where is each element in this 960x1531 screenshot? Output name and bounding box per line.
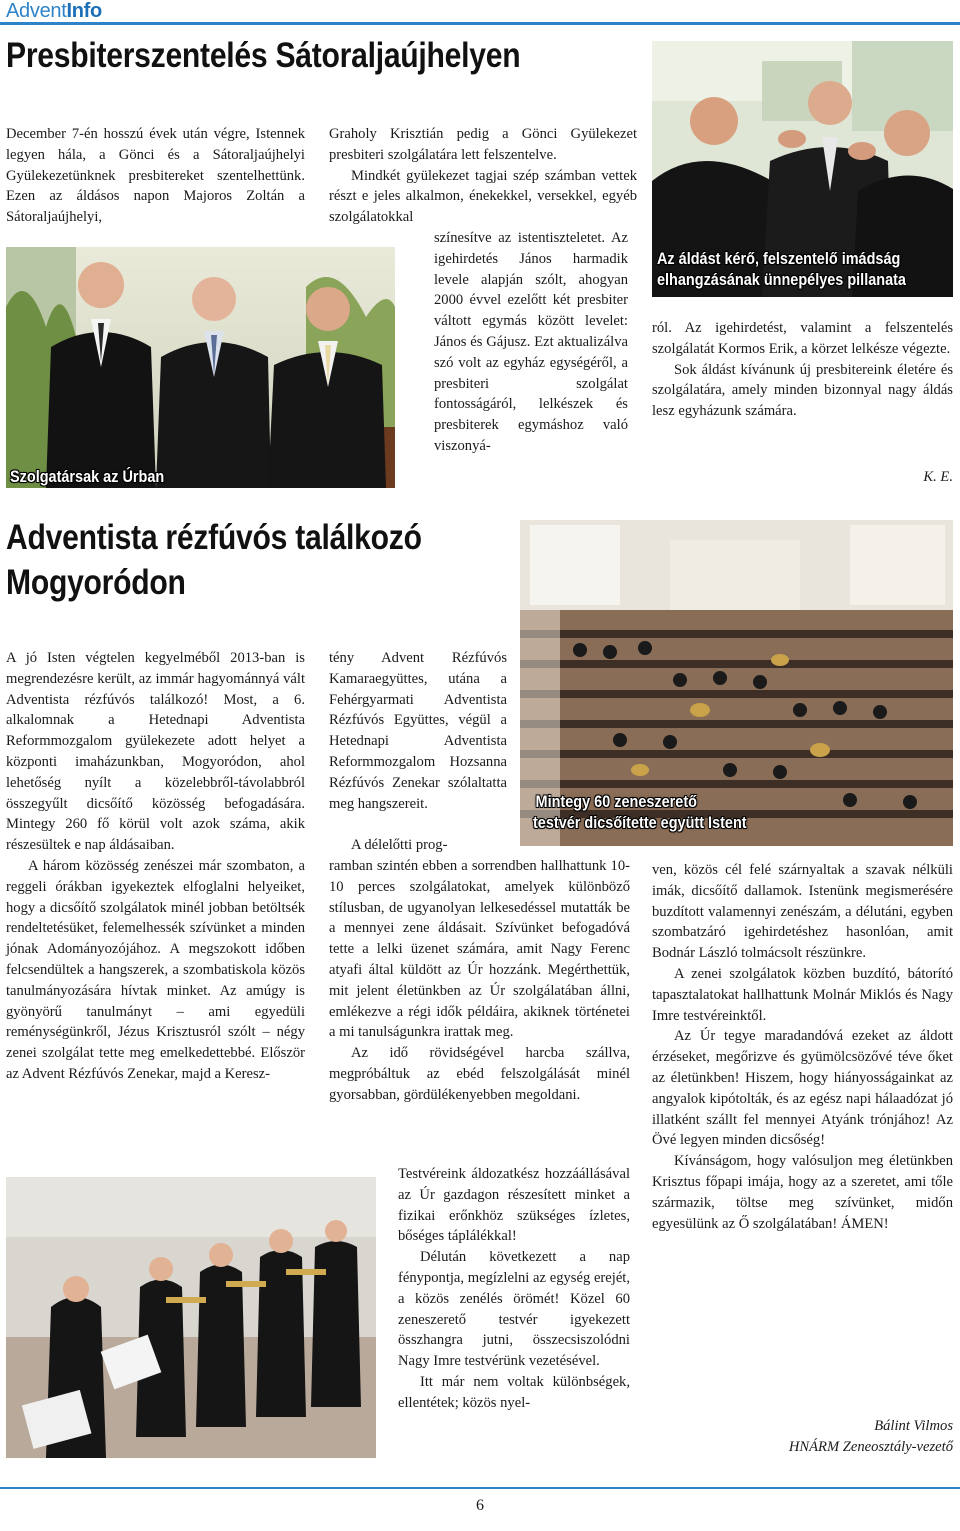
article2-col3-para3: Az Úr tegye maradandóvá ezeket az áldott érzéseket, megőrizve és gyümölcsözővé téve őket az életünkben! Hiszem, hogy hiányosságainkat az angyalok kipótolták, és az egész napi hálaadózat jó illatként szállt fel mennyei Atyánk trónjához! Az Övé legyen minden dicsőség! — [652, 1028, 953, 1149]
article2-col1-para1: A jó Isten végtelen kegyelméből 2013-ban is megrendezésre került, az immár hagyománnyá vált Adventista rézfúvós találkozó! Most, a 6. alkalomnak a Hetednapi Adventista Reformmozgalom gyülekezete adott helyet a központi imaházunkban, Mogyoródon, ahol lehetőség nyílt a közelebbről-távolabbról összegyűlt dicsőítő közösség befogadására. Mintegy 260 fő körül volt azok száma, akik részesültek e nap áldásaiban. — [6, 650, 305, 854]
article2-col2-lower — [398, 1164, 630, 1414]
signature-role: HNÁRM Zeneosztály-vezető — [788, 1438, 953, 1455]
article1-col1-text: December 7-én hosszú évek után végre, Istennek legyen hála, a Gönci és a Sátoraljaújhelyi Gyülekezetünknek presbitereket szentelhettünk. Ezen az áldásos napon Majoros Zoltán a Sátoraljaújhelyi, — [6, 126, 305, 226]
article2-col1-text — [6, 648, 305, 1085]
article1-col2-para2: Mindkét gyülekezet tagjai szép számban vettek részt e jeles alkalmon, énekekkel, versekkel, egyéb szolgálatokkal — [329, 167, 637, 226]
footer-rule — [0, 1487, 960, 1489]
photo2-caption — [657, 248, 906, 290]
article2-col3-para4: Kívánságom, hogy valósuljon meg életünkben Krisztus főpapi imája, hogy az a szeretet, ami tőle származik, töltse meg szívünket, midőn egyesülünk az Ő szolgálatában! ÁMEN! — [652, 1153, 953, 1232]
article2-col2-para2-start: A délelőtti prog- — [351, 837, 448, 853]
article2-col2-para3-cont: Testvéreink áldozatkész hozzáállásával az Úr gazdagon részesített minket a fizikai erőnkhöz szükséges ízletes, bőséges táplálékkal! — [398, 1166, 630, 1245]
article2-col2-para5: Itt már nem voltak különbségek, ellentétek; közös nyel- — [398, 1373, 630, 1411]
article2-col2-para2: ramban szintén ebben a sorrendben hallhattunk 10-10 perces szolgálatokat, amelyek különböző stílusban, de ugyanolyan lelkesedéssel mutatták be a mennyei zene áldásait. Szívünket befogadóvá tette a lelki üzenet számára, amit Nagy Ferenc atyafi által küldött az Úr hozzánk. Megérthettük, mit jelent életünkben az Úr szolgálatában állni, emlékezve a régi idők példáira, akiknek történetei a mi tanulságunkra irattak meg. — [329, 858, 630, 1041]
article2-col1-para2: A három közösség zenészei már szombaton, a reggeli órákban igyekeztek elfoglalni helyeiket, hogy a dicsőítő szolgálatok minél jobban betöltsék rendeltetésüket, felemelhessék szívünket a minden jónak Adományozójához. A megszokott időben felcsendültek a hangszerek, a szombatiskola közös tanulmányozására hívtak minket. Az amúgy is gyönyörű tanulmányt – ami egyedüli reménységünkről, Jézus Krisztusról szólt – négy zenei szolgálat tette meg emelkedettebbé. Először az Advent Rézfúvós Zenekar, majd a Keresz- — [6, 857, 305, 1082]
article2-col3-para2: A zenei szolgálatok közben buzdító, bátorító tapasztalatokat hallhattunk Molnár Miklós és Nagy Imre testvéreinktől. — [652, 965, 953, 1024]
signature-name: Bálint Vilmos — [874, 1418, 953, 1434]
magazine-brand: AdventInfo — [6, 0, 102, 22]
article1-col2-top — [329, 124, 637, 228]
article2-col3-text — [652, 860, 953, 1234]
article1-col3-para1: ról. Az igehirdetést, valamint a felszentelés szolgálatát Kormos Erik, a körzet lelkésze végezte. — [652, 320, 953, 357]
article2-signature — [652, 1416, 953, 1458]
article1-col2-para1: Graholy Krisztián pedig a Gönci Gyülekezet presbiteri szolgálatára lett felszentelve. — [329, 126, 637, 163]
photo-musicians-playing — [6, 1177, 376, 1458]
article2-title-line2: Mogyoródon — [6, 563, 186, 602]
article1-title: Presbiterszentelés Sátoraljaújhelyen — [6, 36, 521, 75]
article2-col2-wide — [329, 856, 630, 1106]
page-number: 6 — [476, 1497, 484, 1514]
article2-col3-para1: ven, közös cél felé szárnyaltak a szavak nélküli imák, dicsőítő dallamok. Istenünk megismerésére buzdított valamennyi zenészám, a délutáni, egyben szombatzáró igehirdetéshez hasonlóan, amit Bodnár László tolmácsolt részünkre. — [652, 862, 953, 962]
photo3-caption — [533, 791, 747, 833]
article1-col3-text — [652, 318, 953, 422]
article1-col2-narrow: színesítve az istentiszteletet. Az igehirdetés János harmadik levele alapján szólt, ahogyan 2000 évvel ezelőtt két presbiter váltott egymás között levelet: János és Gájusz. Ezt aktualizálva szó volt az egyház egységéről, a presbiteri szolgálat fontosságáról, lelkészek és presbiterek egymáshoz való viszonyá- — [434, 230, 628, 454]
photo3-caption-line2: testvér dicsőítette együtt Istent — [533, 813, 747, 832]
photo-three-presbyters — [6, 247, 395, 488]
photo2-caption-line1: Az áldást kérő, felszentelő imádság — [657, 249, 901, 268]
photo3-caption-line1: Mintegy 60 zeneszerető — [535, 792, 697, 811]
photo2-caption-line2: elhangzásának ünnepélyes pillanata — [657, 270, 906, 289]
article1-col3-para2: Sok áldást kívánunk új presbitereink életére és szolgálatára, amely minden bizonnyal nagy áldás lesz egyházunk számára. — [652, 361, 953, 420]
article2-col2-narrow: tény Advent Rézfúvós Kamaraegyüttes, utána a Fehérgyarmati Adventista Rézfúvós Együttes, végül a Hetednapi Adventista Reformmozgalom Hozsanna Rézfúvós Zenekar szólaltatta meg hangszereit. — [329, 650, 507, 812]
article2-title-line1: Adventista rézfúvós találkozó — [6, 518, 422, 557]
article2-col2-para3: Az idő rövidségével harcba szállva, megpróbáltuk az ebéd felszolgálását minél gyorsabban, gördülékenyebben megoldani. — [329, 1045, 630, 1103]
header-rule — [0, 22, 960, 25]
photo1-caption: Szolgatársak az Úrban — [10, 467, 165, 486]
article1-signature: K. E. — [923, 469, 953, 485]
article2-col2-para4: Délután következett a nap fénypontja, megízlelni az egység erejét, a közös zenélés örömét! Közel 60 zeneszerető testvér igyekezett összhangra jutni, összecsiszolódni Nagy Imre testvérünk vezetésével. — [398, 1249, 630, 1370]
